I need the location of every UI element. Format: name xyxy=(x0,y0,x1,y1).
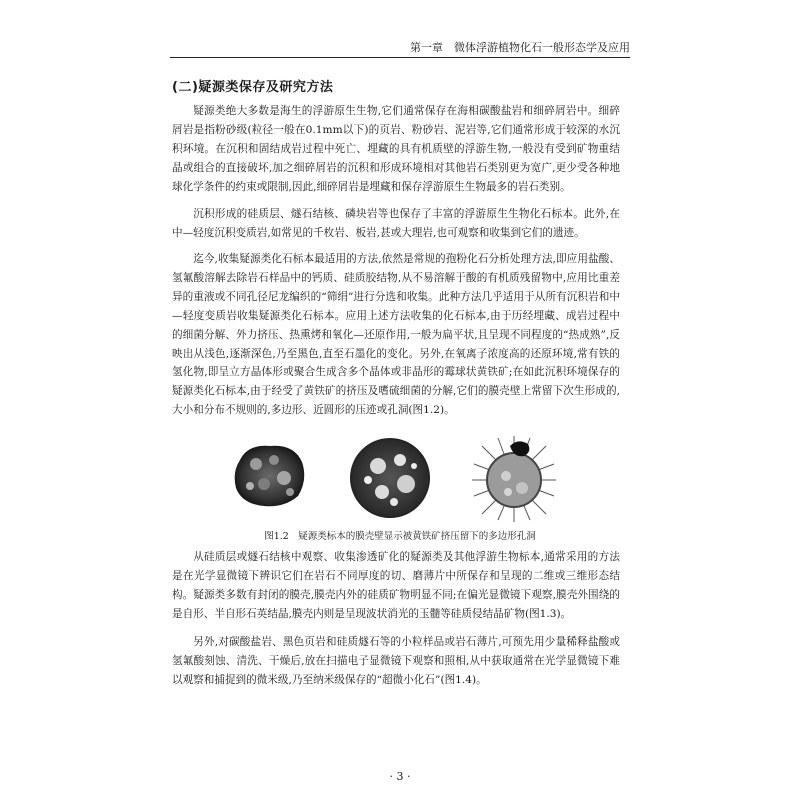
paragraph-3: 迄今,收集疑源类化石标本最适用的方法,依然是常规的孢粉化石分析处理方法,即应用盐酸、氢氟酸溶解去除岩石样品中的钙质、硅质胶结物,从不易溶解于酸的有机质残留物中,应用比重差异的重液或不同孔径尼龙编织的“筛绢”进行分选和收集。此种方法几乎适用于从所有沉积岩和中—轻度变质岩收集疑源类化石标本。应用上述方法收集的化石标本,由于历经埋藏、成岩过程中的细菌分解、外力挤压、热熏烤和氧化—还原作用,一般为扁平状,且呈现不同程度的“热成熟”,反映出从浅色,逐渐深色,乃至黑色,直至石墨化的变化。另外,在氧离子浓度高的还原环境,常有铁的氢化物,即呈立方晶体形或聚合生成含多个晶体或非晶形的霉球状黄铁矿;在如此沉积环境保存的疑源类化石标本,由于经受了黄铁矿的挤压及嗜硫细菌的分解,它们的膜壳壁上常留下次生形成的,大小和分布不规则的,多边形、近圆形的压迹或孔洞(图1.2)。 xyxy=(172,253,620,417)
section-title: (二)疑源类保存及研究方法 xyxy=(172,80,334,95)
running-header xyxy=(170,41,630,58)
page-number: · 3 · xyxy=(389,770,411,783)
figure-1-2 xyxy=(220,432,580,522)
fossil-specimen-icon xyxy=(348,436,432,520)
running-title: 第一章 微体浮游植物化石一般形态学及应用 xyxy=(410,41,630,54)
fossil-specimen-icon xyxy=(468,432,560,524)
fossil-specimen-icon xyxy=(228,440,308,510)
paragraph-4: 从硅质层或燧石结核中观察、收集渗透矿化的疑源类及其他浮游生物标本,通常采用的方法是在光学显微镜下辨识它们在岩石不同厚度的切、磨薄片中所保存和呈现的二维或三维形态结构。疑源类多数有封闭的膜壳,膜壳内外的硅质矿物明显不同;在偏光显微镜下观察,膜壳外围绕的是自形、半自形石英结晶,膜壳内则是呈现波状消光的玉髓等硅质侵结晶矿物(图1.3)。 xyxy=(172,551,620,620)
paragraph-5: 另外,对碳酸盐岩、黑色页岩和硅质燧石等的小粒样品或岩石薄片,可预先用少量稀释盐酸或氢氟酸刻蚀、清洗、干燥后,放在扫描电子显微镜下观察和照相,从中获取通常在光学显微镜下难以观察和捕捉到的微米级,乃至纳米级保存的“超微小化石”(图1.4)。 xyxy=(172,636,620,686)
paragraph-1: 疑源类绝大多数是海生的浮游原生生物,它们通常保存在海相碳酸盐岩和细碎屑岩中。细碎屑岩是指粉砂级(粒径一般在0.1mm以下)的页岩、粉砂岩、泥岩等,它们通常形成于较深的水沉积环境。在沉积和固结成岩过程中死亡、埋藏的具有机质壁的浮游生物,一般没有受到矿物重结晶或组合的直接破坏,加之细碎屑岩的沉积和形成环境相对其他岩石类别更为宽广,更少受各种地球化学条件的约束或限制,因此,细碎屑岩是埋藏和保存浮游原生生物最多的岩石类别。 xyxy=(172,105,620,193)
figure-caption: 图1.2 疑源类标本的膜壳壁显示被黄铁矿挤压留下的多边形孔洞 xyxy=(264,531,536,542)
paragraph-2: 沉积形成的硅质层、燧石结核、磷块岩等也保存了丰富的浮游原生生物化石标本。此外,在中—轻度沉积变质岩,如常见的千枚岩、板岩,甚或大理岩,也可观察和收集到它们的遗迹。 xyxy=(172,208,620,239)
